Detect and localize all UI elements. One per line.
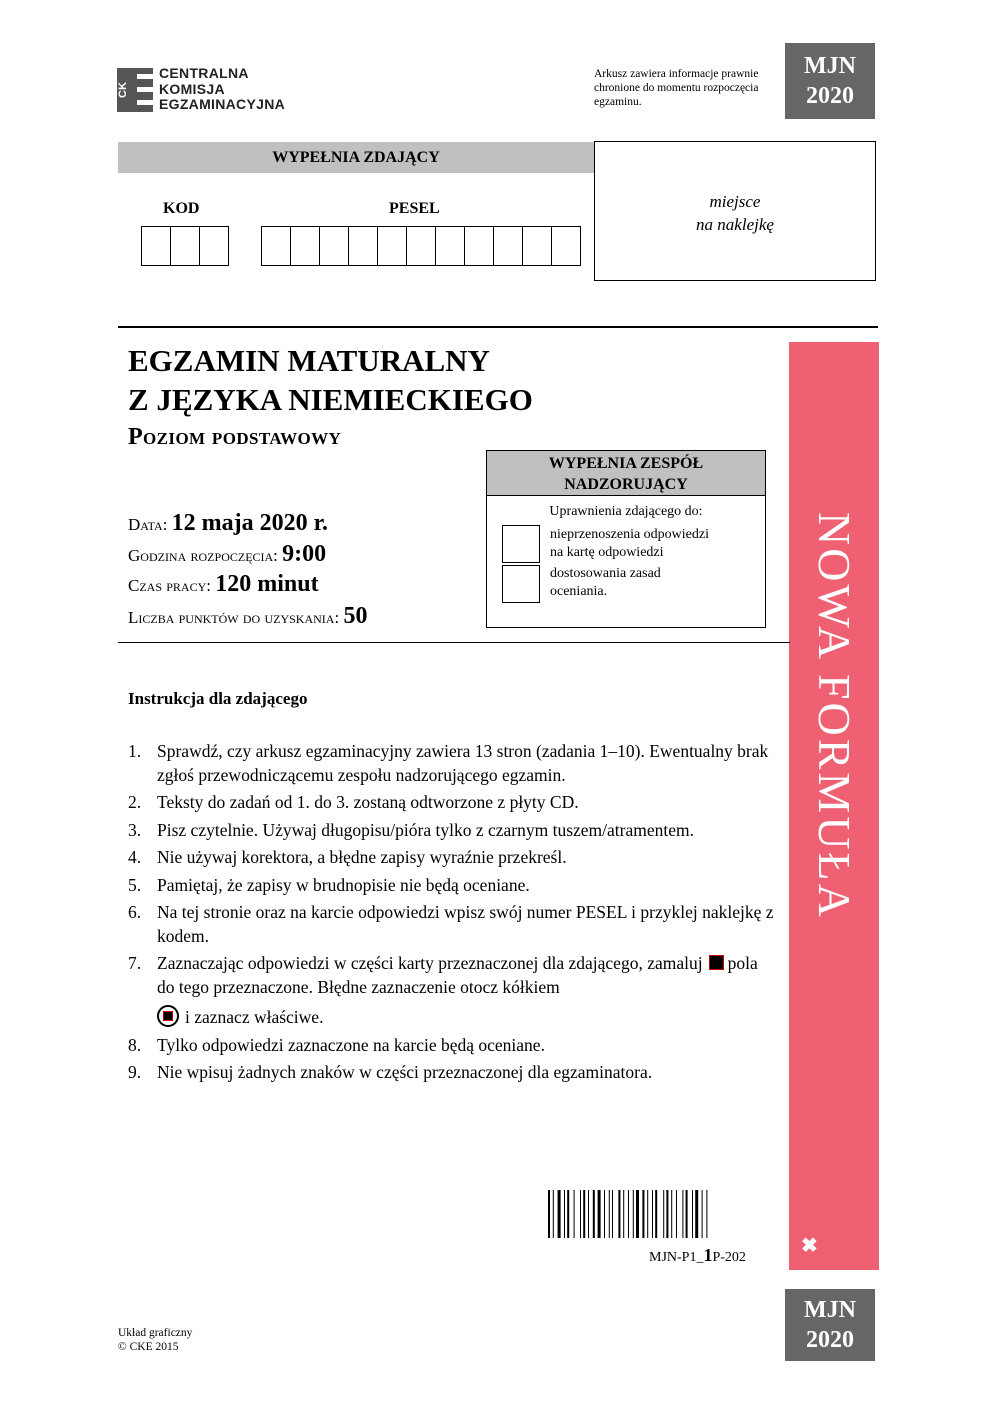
list-item: 7. Zaznaczając odpowiedzi w części karty przeznaczonej dla zdającego, zamaluj pola do tego przeznaczone. Błędne zaznaczenie otocz kółkiem i zaznacz właściwe.: [128, 953, 758, 1027]
barcode-code: MJN-P1_1P-202: [649, 1245, 746, 1265]
cross-icon: ✖: [801, 1235, 818, 1257]
pesel-label: PESEL: [389, 200, 440, 217]
no-transfer-checkbox[interactable]: [502, 525, 540, 563]
exam-date: Data: 12 maja 2020 r.: [128, 510, 329, 536]
nowa-formula-banner: [789, 342, 879, 1270]
exam-level: Poziom podstawowy: [128, 424, 342, 450]
filled-square-icon: [709, 955, 724, 970]
list-item: 1. Sprawdź, czy arkusz egzaminacyjny zawiera 13 stron (zadania 1–10). Ewentualny brak zgłoś przewodniczącemu zespołu nadzorującego egzamin.: [128, 741, 769, 785]
circled-square-icon: [157, 1005, 179, 1027]
kod-input-boxes[interactable]: [141, 226, 229, 266]
option-adjusted-grading: dostosowania zasad oceniania.: [502, 565, 765, 603]
list-item: 6. Na tej stronie oraz na karcie odpowiedzi wpisz swój numer PESEL i przyklej naklejkę z kodem.: [128, 902, 774, 946]
exam-code-badge-top: MJN 2020: [785, 43, 875, 119]
mid-divider: [118, 642, 790, 643]
top-divider: [118, 326, 878, 328]
cke-logo-mark: [117, 68, 153, 112]
confidentiality-notice: Arkusz zawiera informacje prawnie chronione do momentu rozpoczęcia egzaminu.: [594, 68, 759, 108]
list-item: 2. Teksty do zadań od 1. do 3. zostaną odtworzone z płyty CD.: [128, 792, 579, 812]
kod-label: KOD: [163, 200, 200, 217]
option-no-transfer: nieprzenoszenia odpowiedzi na kartę odpowiedzi: [502, 525, 765, 563]
supervisors-subtitle: Uprawnienia zdającego do:: [549, 504, 703, 519]
instructions-list: [128, 740, 778, 1089]
list-item: 8. Tylko odpowiedzi zaznaczone na karcie będą oceniane.: [128, 1034, 545, 1055]
cke-logo-text: CENTRALNA KOMISJA EGZAMINACYJNA: [159, 65, 286, 112]
list-item: 3. Pisz czytelnie. Używaj długopisu/pióra tylko z czarnym tuszem/atramentem.: [128, 819, 694, 840]
supervisors-header: WYPEŁNIA ZESPÓŁ NADZORUJĄCY: [487, 451, 765, 496]
adjusted-grading-checkbox[interactable]: [502, 565, 540, 603]
list-item: 5. Pamiętaj, że zapisy w brudnopisie nie będą oceniane.: [128, 874, 530, 895]
exam-points: Liczba punktów do uzyskania: 50: [128, 603, 368, 629]
supervisors-box: [486, 450, 766, 628]
pesel-input-boxes[interactable]: [261, 226, 581, 266]
exam-duration: Czas pracy: 120 minut: [128, 571, 319, 597]
logo-ck-text: CK: [117, 82, 129, 98]
list-item: 9. Nie wpisuj żadnych znaków w części przeznaczonej dla egzaminatora.: [128, 1062, 653, 1082]
exam-code-badge-bottom: MJN 2020: [785, 1289, 875, 1361]
barcode-image: [548, 1190, 768, 1238]
list-item: 4. Nie używaj korektora, a błędne zapisy wyraźnie przekreśl.: [128, 847, 567, 867]
banner-text: NOWA FORMUŁA: [809, 512, 860, 920]
candidate-fill-header: WYPEŁNIA ZDAJĄCY: [118, 142, 594, 173]
sticker-area: miejsce na naklejkę: [594, 141, 876, 281]
instructions-title: Instrukcja dla zdającego: [128, 689, 308, 708]
exam-start-time: Godzina rozpoczęcia: 9:00: [128, 541, 327, 567]
footer-credit: Układ graficzny © CKE 2015: [118, 1327, 193, 1353]
exam-title: EGZAMIN MATURALNY Z JĘZYKA NIEMIECKIEGO: [128, 343, 533, 417]
